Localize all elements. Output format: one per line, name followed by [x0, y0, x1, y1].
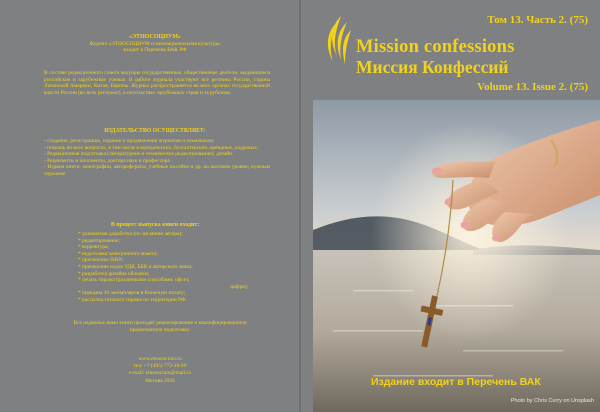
editorial-council-paragraph: В составе редакционного совета ведущие государственные, общественные деятели, выдающиеся российские и зарубежные ученые. В работе журнала участвуют все регионы России, страны Латинской Америки, Китая, Европы. Журнал распространяется во всех органах государственной власти России (во всех регионах), в посольствах зарубежных стран и за рубежом.: [44, 70, 270, 96]
volume-en: Volume 13. Issue 2. (75): [477, 81, 588, 93]
process-item: * разработка дизайна обложки;: [78, 270, 150, 277]
contacts-block: [60, 356, 260, 385]
publisher-services-list: [44, 138, 270, 178]
process-item: * присвоение кодов УДК, ББК и авторского знака;: [78, 263, 193, 270]
publisher-service-item: - Рецензенты и оппоненты, доктора наук и профессора.: [44, 157, 172, 164]
publisher-service-item: - создание, регистрацию, издание и продвижение журналов и альманахов;: [44, 138, 215, 144]
publisher-service-item: - помощь во всех вопросах, в том числе в юридических, бухгалтерских, арендных, кадровых.: [44, 144, 259, 151]
process-item: * печать тиража (различными способами: офсет,: [78, 277, 190, 284]
publisher-service-item: - Издаем книги, монографии, авторефераты, учебные пособия и др. на высоком уровне; нужным тиражом!: [44, 164, 270, 177]
process-item: * присвоение ISBN;: [78, 257, 124, 264]
process-item: цифра);: [230, 283, 248, 290]
process-item: * редактирование;: [78, 237, 120, 244]
org-vak-line: входит в Перечень ВАК РФ: [123, 47, 187, 54]
back-cover: [0, 0, 299, 412]
vak-list-note: Издание входит в Перечень ВАК: [371, 376, 541, 388]
org-journal-line: Журнал «ЭТНОСОЦИУМ и межнациональная культура»: [89, 40, 221, 47]
city-year: Москва 2024: [145, 377, 175, 384]
photo-credit: Photo by Chris Curry on Unsplash: [510, 398, 594, 404]
process-item: * доначатная доработка (по желанию автора);: [78, 231, 183, 237]
journal-title-en: Mission confessions: [356, 37, 515, 57]
flame-logo-icon: [323, 14, 353, 66]
publisher-services-title: ИЗДАТЕЛЬСТВО ОСУЩЕСТВЛЯЕТ:: [104, 128, 206, 134]
phone-number: тел: +7 (495) 772-19-99: [133, 363, 187, 370]
publisher-service-item: - Редакционная подготовка (литературное и техническое редактирование), дизайн.: [44, 151, 234, 158]
journal-title-ru: Миссия Конфессий: [356, 57, 509, 77]
process-item: * корректура;: [78, 244, 109, 251]
email-link[interactable]: e-mail: etnosocium@mail.ru: [129, 370, 191, 377]
review-note: Все изданные нами книги проходят рецензирование и квалифицированную предпечатную подготовку.: [73, 320, 247, 333]
website-link[interactable]: www.etnosocium.ru: [138, 356, 182, 362]
process-item: * передача 16 экземпляров в Книжную палату;: [78, 290, 186, 297]
front-cover: [301, 0, 600, 412]
publisher-header: [40, 34, 270, 54]
hand-holding-cross-photo: [313, 100, 600, 412]
book-process-title: В процесс выпуска книги входит:: [110, 222, 200, 228]
process-item: * рассылка готового тиража по территории РФ.: [78, 296, 187, 303]
org-name: «ЭТНОСОЦИУМ»: [129, 34, 181, 40]
volume-ru: Том 13. Часть 2. (75): [487, 14, 588, 26]
process-item: * подготовка электронного макета;: [78, 250, 158, 257]
book-process-list: [78, 231, 248, 304]
